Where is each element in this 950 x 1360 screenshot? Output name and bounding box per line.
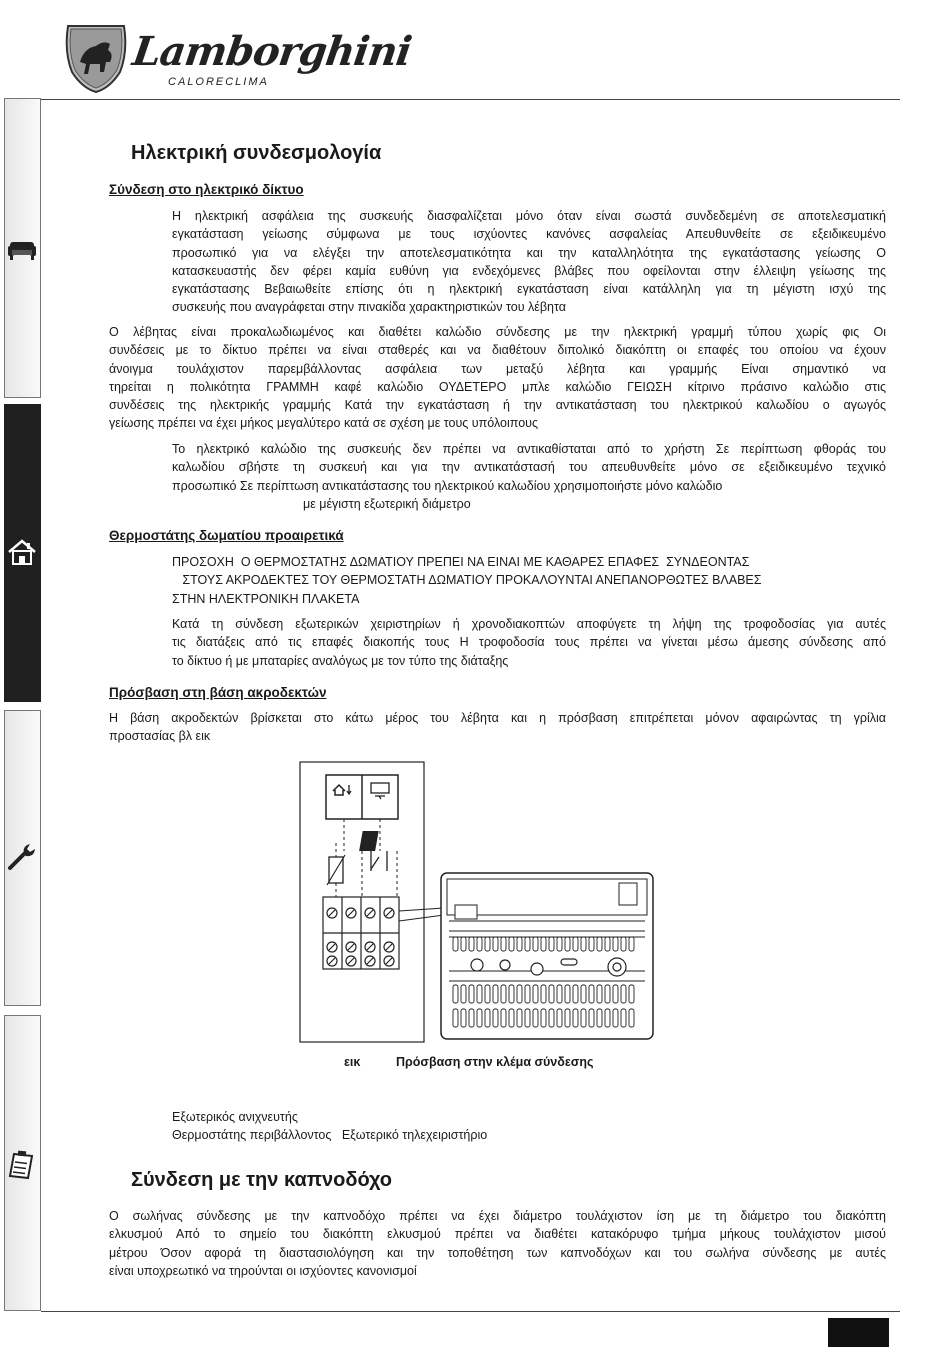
wrench-icon [6, 840, 38, 872]
text-line: ελκυσμού Από το σημείο του διακόπτη ελκυσμού πρέπει να διαθέτει κατακόρυφο τμήμα μήκους τουλάχιστον μισού [109, 1227, 886, 1242]
section-title-electrical: Ηλεκτρική συνδεσμολογία [131, 142, 382, 164]
text-line: τηρείται η πολικότητα ΓΡΑΜΜΗ καφέ καλώδιο ΟΥΔΕΤΕΡΟ μπλε καλώδιο ΓΕΙΩΣΗ κίτρινο πράσινο καλώδιο στις [109, 379, 886, 394]
text-line: ΣΤΗΝ ΗΛΕΚΤΡΟΝΙΚΗ ΠΛΑΚΕΤΑ [172, 591, 360, 606]
text-line: κατασκευαστής δεν φέρει καμία ευθύνη για ενδεχόμενες βλάβες που οφείλονται στην έλλειψη γείωσης της [172, 263, 886, 278]
section-title-chimney: Σύνδεση με την καπνοδόχο [131, 1169, 393, 1191]
text-line: εγκατάστασης Βεβαιωθείτε επίσης ότι η ηλεκτρική εγκατάσταση είναι κατάλληλη για τη μέγιστη ισχύ της [172, 282, 886, 297]
figure-caption: Πρόσβαση στην κλέμα σύνδεσης [396, 1055, 594, 1069]
text-line: Ο λέβητας είναι προκαλωδιωμένος και διαθέτει καλώδιο σύνδεσης με την ηλεκτρική γραμμή τύπου χωρίς φις Οι [109, 325, 886, 339]
legend-item: Εξωτερικός ανιχνευτής [172, 1110, 298, 1124]
sofa-icon [6, 232, 38, 264]
figure-legend [172, 1108, 487, 1145]
text-line: Η βάση ακροδεκτών βρίσκεται στο κάτω μέρος του λέβητα και η πρόσβαση επιτρέπεται μόνον αφαιρώντας τη γρίλια [109, 711, 886, 725]
paragraph-chimney [109, 1207, 886, 1280]
text-line: άνοιγμα τουλάχιστον παρεμβάλλοντας ασφάλεια των μεταξύ λέβητα και γραμμής Είναι σημαντικό να [109, 361, 886, 376]
text-line: Η ηλεκτρική ασφάλεια της συσκευής διασφαλίζεται μόνο όταν είναι σωστά συνδεδεμένη σε αποτελεσματική [172, 209, 886, 223]
paragraph-prewired [109, 323, 886, 433]
text-line: προσωπικό Σε περίπτωση αντικατάστασης του ηλεκτρικού καλωδίου χρησιμοποιήστε μόνο καλώδιο [172, 478, 723, 493]
text-line: Ο σωλήνας σύνδεσης με την καπνοδόχο πρέπει να έχει διάμετρο τουλάχιστον ίση με τη διάμετρο του διακόπτη [109, 1209, 886, 1223]
text-line: Κατά τη σύνδεση εξωτερικών χειριστηρίων ή χρονοδιακοπτών αποφύγετε τη λήψη της τροφοδοσίας για αυτές [172, 617, 886, 631]
notice-grounding [172, 207, 886, 317]
text-line: ΠΡΟΣΟΧΗ Ο ΘΕΡΜΟΣΤΑΤΗΣ ΔΩΜΑΤΙΟΥ ΠΡΕΠΕΙ ΝΑ ΕΙΝΑΙ ΜΕ ΚΑΘΑΡΕΣ ΕΠΑΦΕΣ ΣΥΝΔΕΟΝΤΑΣ [172, 555, 750, 569]
brand-subtitle: CALORECLIMA [168, 76, 269, 88]
text-line: τις διατάξεις από τις επαφές διακοπής τους Η τροφοδοσία τους πρέπει να γίνεται μέσω άμεσης σύνδεσης από [172, 635, 886, 650]
paragraph-terminal-access [109, 709, 886, 746]
text-line: συσκευής που αναγράφεται στην πινακίδα χαρακτηριστικών του λέβητα [172, 300, 566, 315]
page-number-box [828, 1318, 889, 1347]
clipboard-icon [6, 1148, 38, 1180]
brand-name: Lamborghini [129, 28, 414, 75]
warning-thermostat [172, 553, 762, 608]
footer-rule [41, 1311, 900, 1312]
text-line: εγκατάσταση γείωσης σύμφωνα με τους ισχύοντες κανόνες ασφαλείας Απευθυνθείτε σε εξειδικευμένο [172, 227, 886, 242]
paragraph-external-controls [172, 615, 886, 670]
text-line: συνδέσεις της ηλεκτρικής γραμμής Κατά την εγκατάσταση ή την αντικατάσταση του ηλεκτρικού καλωδίου ο αγωγός [109, 398, 886, 413]
header-rule [41, 99, 900, 100]
text-line: Το ηλεκτρικό καλώδιο της συσκευής δεν πρέπει να αντικαθίσταται από το χρήστη Σε περίπτωση φθοράς του [172, 442, 886, 456]
text-line: μέτρου Όσον αφορά τη διαστασιολόγηση και την τοποθέτηση των καπνοδόχων και του σωλήνα σύνδεσης με αυτές [109, 1245, 886, 1260]
text-line: ΣΤΟΥΣ ΑΚΡΟΔΕΚΤΕΣ ΤΟΥ ΘΕΡΜΟΣΤΑΤΗ ΔΩΜΑΤΙΟΥ ΠΡΟΚΑΛΟΥΝΤΑΙ ΑΝΕΠΑΝΟΡΘΩΤΕΣ ΒΛΑΒΕΣ [172, 573, 762, 588]
bull-shield-logo-icon [62, 22, 130, 94]
text-line: προσωπικό για να ελέγξει την αποτελεσματικότητα και την καταλληλότητα της εγκατάστασης γείωσης Ο [172, 245, 886, 260]
figure-caption-prefix: εικ [344, 1055, 361, 1069]
heading-mains-connection: Σύνδεση στο ηλεκτρικό δίκτυο [109, 182, 304, 197]
text-line: προστασίας βλ εικ [109, 729, 211, 744]
text-line: το δίκτυο ή με μπαταρίες αναλόγως με τον τύπο της διάταξης [172, 653, 509, 668]
text-line: καλωδίου σβήστε τη συσκευή και για την αντικατάστασή του απευθυνθείτε μόνο σε εξειδικευμένο τεχνικό [172, 460, 886, 475]
notice-cable-replacement [172, 440, 886, 495]
heading-terminal-access: Πρόσβαση στη βάση ακροδεκτών [109, 685, 327, 700]
text-line: συνδέσεις με το δίκτυο πρέπει να είναι σταθερές και να διαθέτουν διπολικό διακόπτη οι επαφές του οποίου να έχουν [109, 343, 886, 358]
notice-cable-tail: με μέγιστη εξωτερική διάμετρο [303, 497, 471, 511]
house-icon [6, 536, 38, 568]
text-line: είναι υποχρεωτικό να τηρούνται οι ισχύοντες κανονισμοί [109, 1263, 417, 1278]
legend-item: Θερμοστάτης περιβάλλοντος Εξωτερικό τηλεχειριστήριο [172, 1128, 488, 1143]
heading-room-thermostat: Θερμοστάτης δωματίου προαιρετικά [109, 528, 344, 543]
text-line: γείωσης πρέπει να έχει μήκος μεγαλύτερο κατά σε σχέση με τους υπόλοιπους [109, 416, 539, 431]
terminal-access-figure [299, 761, 659, 1043]
